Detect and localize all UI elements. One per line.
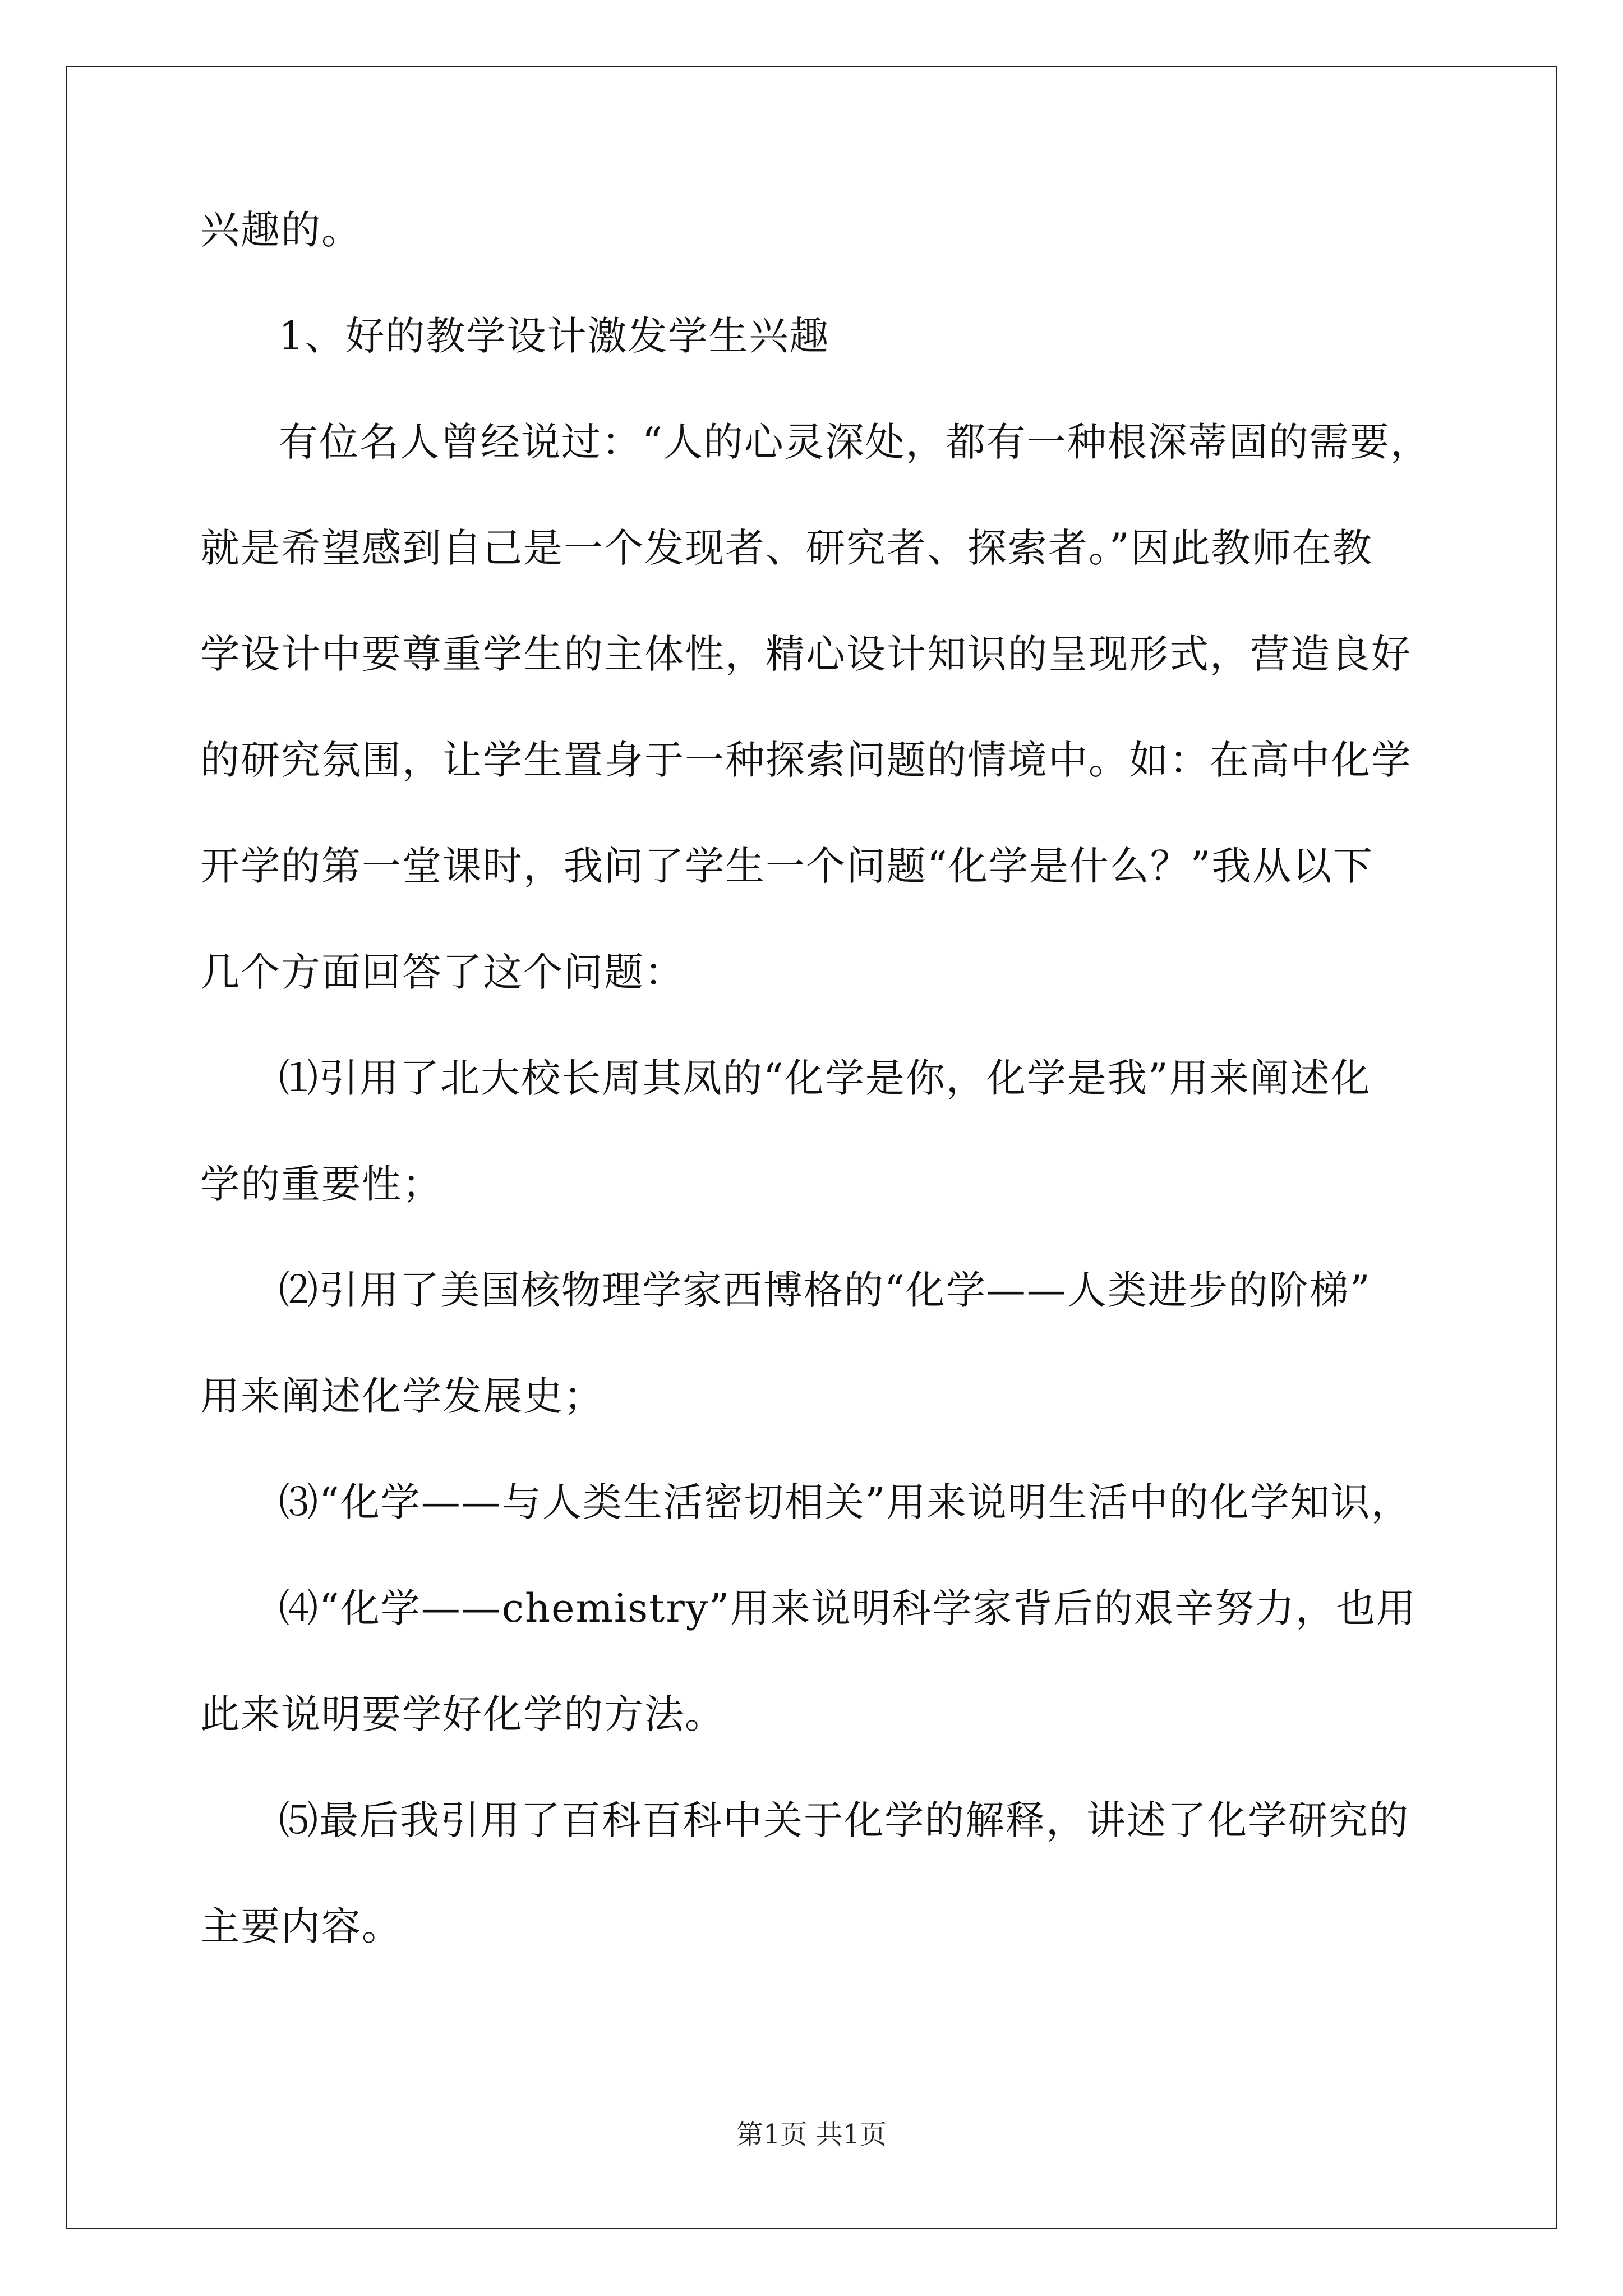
text-line-12: 用来阐述化学发展史； — [200, 1373, 604, 1419]
text-line-15: 此来说明要学好化学的方法。 — [200, 1691, 725, 1737]
text-line-2: 1、好的教学设计激发学生兴趣 — [279, 313, 830, 359]
text-line-5: 学设计中要尊重学生的主体性，精心设计知识的呈现形式，营造良好 — [200, 631, 1412, 677]
text-line-3: 有位名人曾经说过：“人的心灵深处，都有一种根深蒂固的需要， — [279, 419, 1431, 465]
text-line-17: 主要内容。 — [200, 1903, 402, 1949]
text-line-10: 学的重要性； — [200, 1161, 442, 1207]
text-line-11: ⑵引用了美国核物理学家西博格的“化学——人类进步的阶梯” — [279, 1267, 1371, 1313]
text-line-13: ⑶“化学——与人类生活密切相关”用来说明生活中的化学知识， — [279, 1479, 1412, 1525]
text-line-9: ⑴引用了北大校长周其凤的“化学是你，化学是我”用来阐述化 — [279, 1055, 1371, 1101]
text-line-14: ⑷“化学——chemistry”用来说明科学家背后的艰辛努力，也用 — [279, 1585, 1417, 1631]
text-line-4: 就是希望感到自己是一个发现者、研究者、探索者。”因此教师在教 — [200, 525, 1373, 571]
text-line-6: 的研究氛围，让学生置身于一种探索问题的情境中。如：在高中化学 — [200, 737, 1412, 783]
text-line-1: 兴趣的。 — [200, 207, 362, 253]
text-line-8: 几个方面回答了这个问题： — [200, 949, 685, 995]
text-line-16: ⑸最后我引用了百科百科中关于化学的解释，讲述了化学研究的 — [279, 1797, 1409, 1843]
page-number-footer: 第1页 共1页 — [736, 2119, 887, 2150]
text-line-7: 开学的第一堂课时，我问了学生一个问题“化学是什么？”我从以下 — [200, 843, 1373, 889]
